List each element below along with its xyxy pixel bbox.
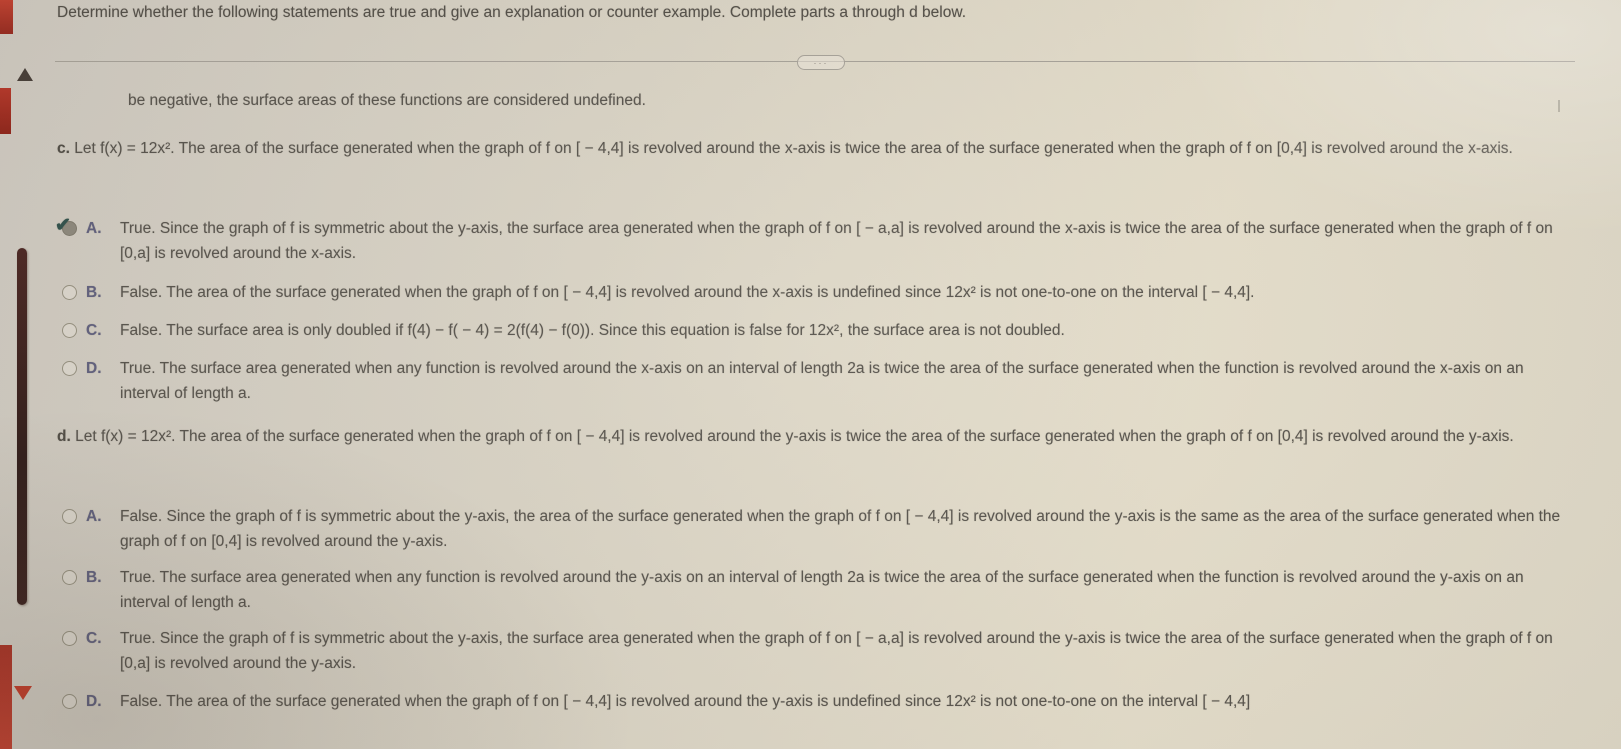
radio-button[interactable] — [62, 323, 77, 338]
radio-button-selected[interactable] — [55, 215, 77, 236]
option-text: True. Since the graph of f is symmetric about the y-axis, the surface area generated when the graph of f on [ − a,a] is revolved around the y-axis is twice the area of the surface generated when the graph of f on [0,a] is revolved around the y-axis. — [120, 630, 1553, 672]
part-c-text: Let f(x) = 12x². The area of the surface generated when the graph of f on [ − 4,4] is revolved around the x-axis is twice the area of the surface generated when the graph of f on [0,4] is revolved around the x-axis. — [74, 140, 1513, 157]
option-row-c-d[interactable] — [62, 356, 1564, 406]
radio-button[interactable] — [62, 694, 77, 709]
part-c-label: c. — [57, 140, 70, 157]
option-letter: B. — [86, 569, 102, 586]
part-d-text: Let f(x) = 12x². The area of the surface generated when the graph of f on [ − 4,4] is revolved around the y-axis is twice the area of the surface generated when the graph of f on [0,4] is revolved around the y-axis. — [75, 428, 1514, 445]
previous-answer-fragment: be negative, the surface areas of these functions are considered undefined. — [128, 92, 646, 109]
option-row-d-a[interactable] — [62, 504, 1564, 554]
option-letter: D. — [86, 693, 102, 710]
question-part-d — [57, 424, 1567, 449]
scroll-up-arrow-icon[interactable] — [17, 68, 33, 81]
option-row-d-c[interactable] — [62, 626, 1564, 676]
option-text: False. The surface area is only doubled if f(4) − f( − 4) = 2(f(4) − f(0)). Since this equation is false for 12x², the surface area is not doubled. — [120, 322, 1065, 339]
option-letter: B. — [86, 284, 102, 301]
option-letter: A. — [86, 508, 102, 525]
right-edge-artifact — [1551, 100, 1560, 112]
correct-checkmark-icon: ✔ — [55, 215, 71, 236]
option-row-c-c[interactable] — [62, 318, 1564, 343]
question-part-c — [57, 136, 1567, 161]
option-text: False. Since the graph of f is symmetric about the y-axis, the area of the surface generated when the graph of f on [ − 4,4] is revolved around the y-axis is the same as the area of the surface generated when the graph of f on [0,4] is revolved around the y-axis. — [120, 508, 1561, 550]
option-text: True. The surface area generated when any function is revolved around the x-axis on an interval of length 2a is twice the area of the surface generated when the function is revolved around the x-axis on an interval of length a. — [120, 360, 1524, 402]
option-text: False. The area of the surface generated when the graph of f on [ − 4,4] is revolved around the x-axis is undefined since 12x² is not one-to-one on the interval [ − 4,4]. — [120, 284, 1255, 301]
photo-edge-red-mid — [0, 88, 11, 134]
photo-edge-red-top — [0, 0, 13, 34]
option-row-d-b[interactable] — [62, 565, 1564, 615]
radio-button[interactable] — [62, 361, 77, 376]
option-text: True. Since the graph of f is symmetric about the y-axis, the surface area generated when the graph of f on [ − a,a] is revolved around the x-axis is twice the area of the surface generated when the graph of f on [0,a] is revolved around the x-axis. — [120, 220, 1553, 262]
radio-button[interactable] — [62, 509, 77, 524]
photo-edge-red-bottom — [0, 645, 12, 749]
option-letter: C. — [86, 322, 102, 339]
scrollbar-thumb[interactable] — [17, 248, 27, 605]
option-row-c-b[interactable] — [62, 280, 1564, 305]
assignment-instructions: Determine whether the following statements are true and give an explanation or counter example. Complete parts a through d below. — [57, 4, 966, 21]
drag-handle[interactable]: ··· — [797, 55, 845, 70]
radio-button[interactable] — [62, 570, 77, 585]
scroll-down-arrow-icon[interactable] — [14, 686, 32, 700]
radio-button[interactable] — [62, 631, 77, 646]
option-text: True. The surface area generated when any function is revolved around the y-axis on an interval of length 2a is twice the area of the surface generated when the function is revolved around the y-axis on an interval of length a. — [120, 569, 1524, 611]
option-letter: C. — [86, 630, 102, 647]
option-letter: A. — [86, 220, 102, 237]
option-row-d-d[interactable] — [62, 689, 1564, 714]
radio-button[interactable] — [62, 285, 77, 300]
part-d-label: d. — [57, 428, 71, 445]
option-text: False. The area of the surface generated when the graph of f on [ − 4,4] is revolved around the y-axis is undefined since 12x² is not one-to-one on the interval [ − 4,4] — [120, 693, 1251, 710]
option-row-c-a[interactable] — [55, 215, 1564, 266]
option-letter: D. — [86, 360, 102, 377]
